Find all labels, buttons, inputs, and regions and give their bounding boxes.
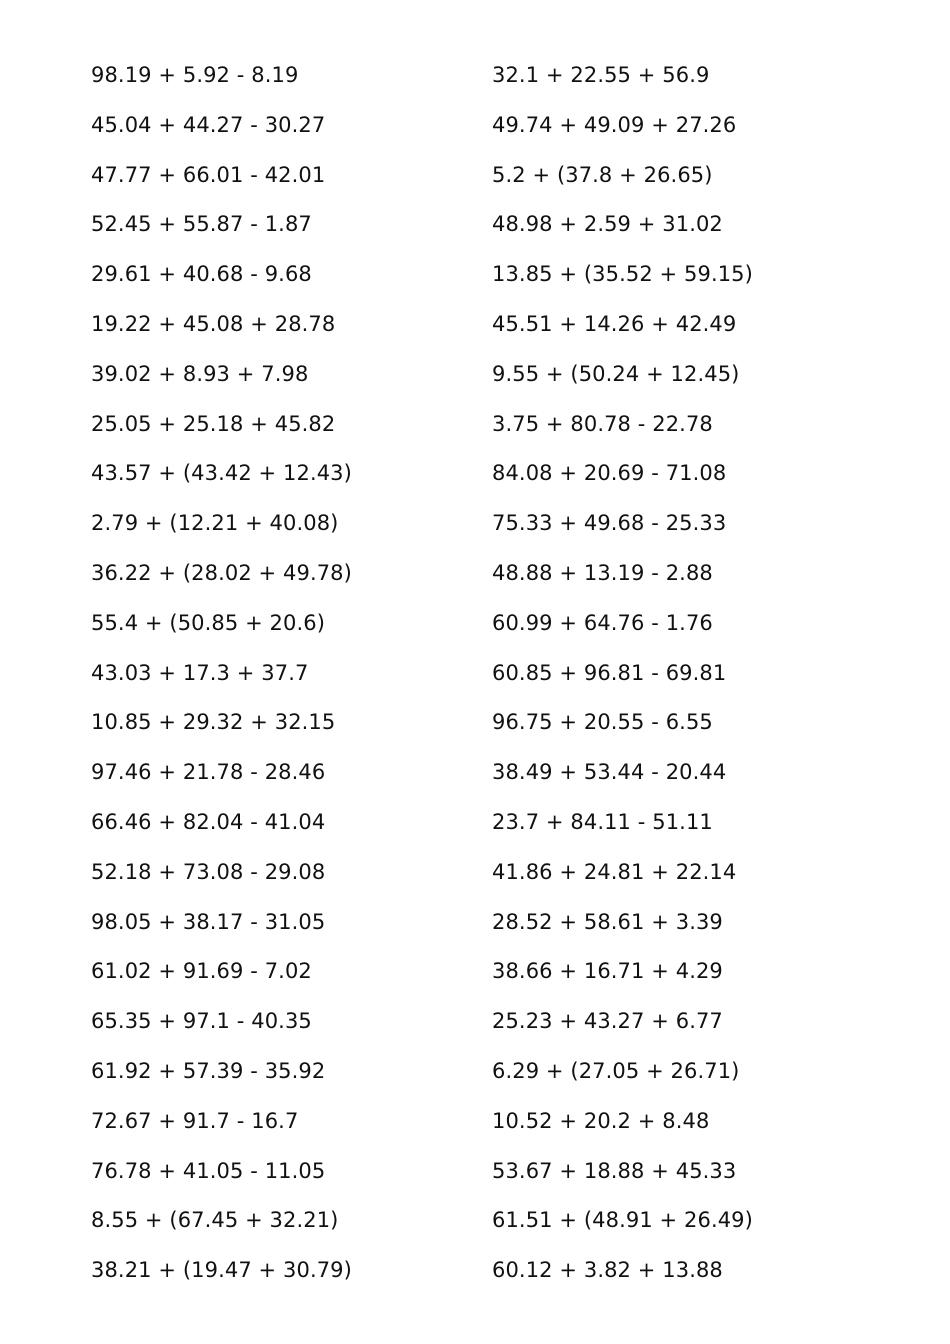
math-problem: 41.86 + 24.81 + 22.14 [492, 859, 737, 884]
math-problem: 49.74 + 49.09 + 27.26 [492, 112, 737, 137]
math-problem: 72.67 + 91.7 - 16.7 [91, 1108, 299, 1133]
math-problem: 52.18 + 73.08 - 29.08 [91, 859, 326, 884]
math-problem: 29.61 + 40.68 - 9.68 [91, 262, 312, 287]
math-problem: 43.57 + (43.42 + 12.43) [91, 461, 352, 486]
math-problem: 65.35 + 97.1 - 40.35 [91, 1009, 312, 1034]
math-problem: 84.08 + 20.69 - 71.08 [492, 461, 727, 486]
math-problem: 2.79 + (12.21 + 40.08) [91, 511, 339, 536]
math-problem: 52.45 + 55.87 - 1.87 [91, 212, 312, 237]
math-problem: 61.92 + 57.39 - 35.92 [91, 1058, 326, 1083]
math-problem: 75.33 + 49.68 - 25.33 [492, 511, 727, 536]
math-problem: 61.51 + (48.91 + 26.49) [492, 1208, 753, 1233]
math-problem: 55.4 + (50.85 + 20.6) [91, 610, 326, 635]
math-problem: 97.46 + 21.78 - 28.46 [91, 760, 326, 785]
math-problem: 98.05 + 38.17 - 31.05 [91, 909, 326, 934]
math-problem: 36.22 + (28.02 + 49.78) [91, 560, 352, 585]
math-problem: 53.67 + 18.88 + 45.33 [492, 1158, 737, 1183]
math-problem: 76.78 + 41.05 - 11.05 [91, 1158, 326, 1183]
math-problem: 38.49 + 53.44 - 20.44 [492, 760, 727, 785]
math-problem: 19.22 + 45.08 + 28.78 [91, 311, 336, 336]
math-problem: 39.02 + 8.93 + 7.98 [91, 361, 309, 386]
math-problem: 61.02 + 91.69 - 7.02 [91, 959, 312, 984]
math-problem: 43.03 + 17.3 + 37.7 [91, 660, 309, 685]
math-problem: 13.85 + (35.52 + 59.15) [492, 262, 753, 287]
math-problem: 25.05 + 25.18 + 45.82 [91, 411, 336, 436]
math-problem: 60.85 + 96.81 - 69.81 [492, 660, 727, 685]
math-problem: 10.85 + 29.32 + 32.15 [91, 710, 336, 735]
math-problem: 9.55 + (50.24 + 12.45) [492, 361, 740, 386]
math-problem: 6.29 + (27.05 + 26.71) [492, 1058, 740, 1083]
math-problem: 48.98 + 2.59 + 31.02 [492, 212, 723, 237]
math-problem: 28.52 + 58.61 + 3.39 [492, 909, 723, 934]
math-problem: 8.55 + (67.45 + 32.21) [91, 1208, 339, 1233]
math-problem: 23.7 + 84.11 - 51.11 [492, 809, 713, 834]
math-problem: 48.88 + 13.19 - 2.88 [492, 560, 713, 585]
math-problem: 45.51 + 14.26 + 42.49 [492, 311, 737, 336]
math-problem: 45.04 + 44.27 - 30.27 [91, 112, 326, 137]
math-problem: 38.66 + 16.71 + 4.29 [492, 959, 723, 984]
right-problem-column [492, 57, 753, 1302]
math-problem: 60.99 + 64.76 - 1.76 [492, 610, 713, 635]
math-problem: 5.2 + (37.8 + 26.65) [492, 162, 713, 187]
math-problem: 98.19 + 5.92 - 8.19 [91, 63, 299, 87]
math-problem: 47.77 + 66.01 - 42.01 [91, 162, 326, 187]
math-problem: 10.52 + 20.2 + 8.48 [492, 1108, 710, 1133]
math-problem: 66.46 + 82.04 - 41.04 [91, 809, 326, 834]
math-problem: 3.75 + 80.78 - 22.78 [492, 411, 713, 436]
math-problem: 96.75 + 20.55 - 6.55 [492, 710, 713, 735]
math-problem: 60.12 + 3.82 + 13.88 [492, 1258, 723, 1283]
math-problem: 32.1 + 22.55 + 56.9 [492, 63, 710, 87]
math-problem: 38.21 + (19.47 + 30.79) [91, 1258, 352, 1283]
left-problem-column [91, 57, 352, 1302]
math-problem: 25.23 + 43.27 + 6.77 [492, 1009, 723, 1034]
